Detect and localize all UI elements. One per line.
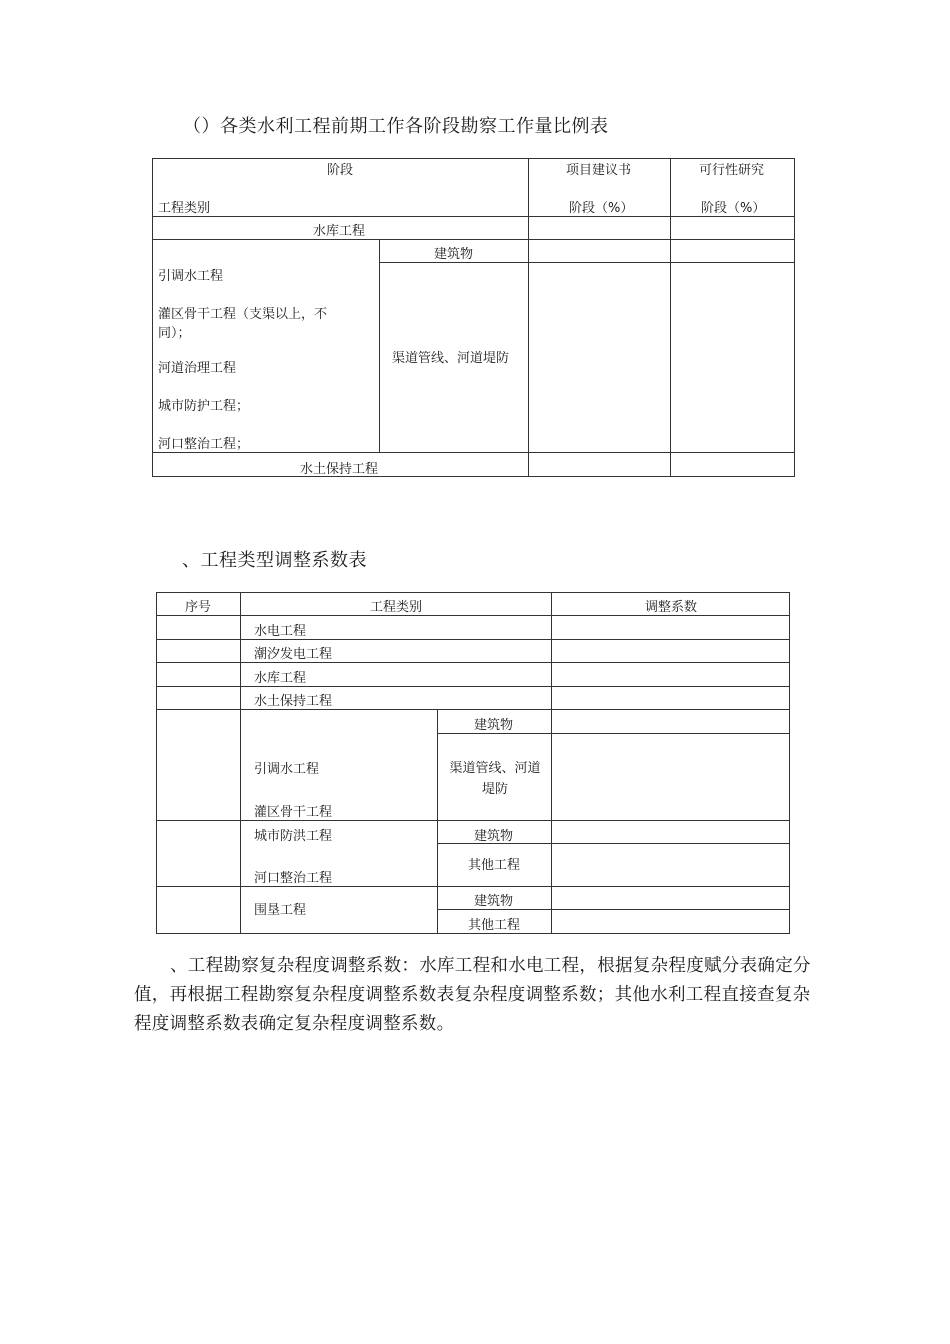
header-project-type: 工程类别 [158,201,211,216]
type-irrigation: 灌区骨干工程（支渠以上，不同）； [158,307,328,341]
row-building: 建筑物 [474,718,514,733]
row-other: 其他工程 [468,858,521,873]
row-irrigation: 灌区骨干工程 [254,805,333,820]
row-soil-conservation: 水土保持工程 [300,462,379,477]
type-divert-water: 引调水工程 [158,269,224,284]
row-soil-conservation: 水土保持工程 [254,694,333,709]
header-coefficient: 调整系数 [645,600,698,615]
header-proposal-pct: 阶段（%） [569,201,634,216]
header-feasibility-pct: 阶段（%） [701,201,766,216]
row-hydropower: 水电工程 [254,624,307,639]
row-canal: 渠道管线、河道堤防 [449,761,541,797]
table1-title: （）各类水利工程前期工作各阶段勘察工作量比例表 [183,116,609,137]
header-project-type: 工程类别 [370,600,423,615]
type-estuary: 河口整治工程； [158,437,250,452]
row-divert-water: 引调水工程 [254,762,320,777]
header-feasibility: 可行性研究 [699,163,765,178]
row-reservoir: 水库工程 [254,671,307,686]
row-building: 建筑物 [474,829,514,844]
row-reclamation: 围垦工程 [254,903,307,918]
row-building: 建筑物 [434,247,474,262]
header-proposal: 项目建议书 [566,163,632,178]
row-building: 建筑物 [474,894,514,909]
row-reservoir: 水库工程 [313,224,366,239]
row-tidal-power: 潮汐发电工程 [254,647,333,662]
type-river-regulation: 河道治理工程 [158,361,237,376]
row-canal: 渠道管线、河道堤防 [392,351,510,366]
header-serial-no: 序号 [185,600,212,615]
body-paragraph: 、工程勘察复杂程度调整系数：水库工程和水电工程，根据复杂程度赋分表确定分值，再根据工程勘察复杂程度调整系数表复杂程度调整系数；其他水利工程直接查复杂程度调整系数表确定复杂程度调整系数。 [134,956,811,1034]
row-estuary: 河口整治工程 [254,871,333,886]
header-stage: 阶段 [327,163,354,178]
row-city-flood-control: 城市防洪工程 [254,829,333,844]
type-city-protection: 城市防护工程； [158,399,250,414]
table2-title: 、工程类型调整系数表 [182,550,367,571]
row-other: 其他工程 [468,918,521,933]
